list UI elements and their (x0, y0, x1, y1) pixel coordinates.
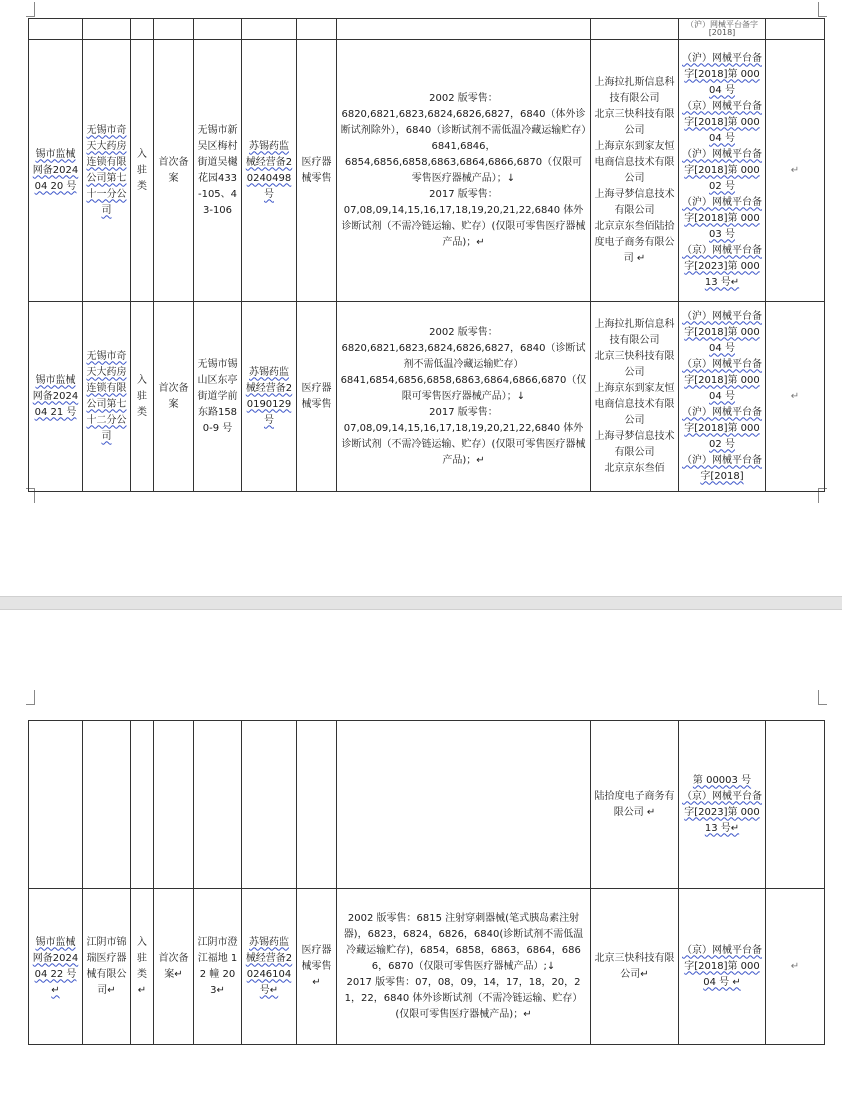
scope-2002-codes-cont: 6841,6854,6856,6858,6863,6864,6866,6870（仅限可零售医疗器械产品）；↓ (340, 374, 587, 402)
platform-item: 北京三快科技有限公司 (594, 350, 675, 378)
platform-item: 北京三快科技有限公司 (594, 108, 675, 136)
platform-licenses: （京）网械平台备字[2018]第 00004 号 ↵ (679, 889, 766, 1045)
crop-mark (26, 690, 35, 705)
scope-2017-heading: 2017 版零售： (429, 406, 498, 418)
scope-2002-codes: 6820,6821,6823,6824,6826,6827，6840（诊断试剂不需低温冷藏运输贮存） (341, 342, 586, 370)
platform-item: 北京京东叁佰 (604, 462, 665, 474)
scope-2017: 2017 版零售：07，08，09，14，17，18，20，21，22，6840 体外诊断试剂（不需冷链运输、贮存）(仅限可零售医疗器械产品)；↵ (344, 976, 583, 1020)
platform-license-item: （沪）网械平台备字[2018]第 00003 号 (682, 196, 762, 240)
business-scope (337, 302, 591, 492)
platform-license-item: （京）网械平台备字[2018]第 00004 号 (682, 358, 762, 402)
platform-names (591, 40, 679, 302)
scope-2002-codes-cont: 6854,6856,6858,6863,6864,6866,6870（仅限可零售医疗器械产品）；↓ (344, 156, 583, 184)
scope-2017-codes: 07,08,09,14,15,16,17,18,19,20,21,22,6840 体外诊断试剂（不需冷链运输、贮存）(仅限可零售医疗器械产品)；↵ (341, 204, 586, 248)
category: 入驻类 (131, 302, 154, 492)
table-row (29, 889, 825, 1045)
business-scope (337, 889, 591, 1045)
platform-item: 上海拉扎斯信息科技有限公司 (594, 318, 675, 346)
table-row (29, 302, 825, 492)
license-number: 苏锡药监械经营备20240498 号 (242, 40, 297, 302)
table-row (29, 40, 825, 302)
business-scope (337, 40, 591, 302)
company-name: 无锡市奇天大药房连锁有限公司第七十一分公司 (83, 40, 131, 302)
category: 入驻类↵ (131, 889, 154, 1045)
address: 江阴市澄江福地 12 幢 203↵ (194, 889, 242, 1045)
platform-item: 上海京东到家友恒电商信息技术有限公司 (594, 140, 675, 184)
company-name: 江阴市锦瑞医疗器械有限公司↵ (83, 889, 131, 1045)
scope-2002-heading: 2002 版零售： (429, 92, 498, 104)
filing-table-page1 (28, 18, 825, 492)
platform-item: 上海京东到家友恒电商信息技术有限公司 (594, 382, 675, 426)
business-type: 医疗器械零售↵ (297, 889, 337, 1045)
company-name: 无锡市奇天大药房连锁有限公司第七十二分公司 (83, 302, 131, 492)
filing-table-page2 (28, 720, 825, 1045)
platform-license-item: （沪）网械平台备字[2018] (682, 454, 762, 482)
address: 无锡市锡山区东亭街道学前东路1580-9 号 (194, 302, 242, 492)
crop-mark (26, 2, 35, 17)
scope-2002-heading: 2002 版零售： (429, 326, 498, 338)
business-type: 医疗器械零售 (297, 40, 337, 302)
license-number: 苏锡药监械经营备20246104 号↵ (242, 889, 297, 1045)
platform-licenses (679, 302, 766, 492)
license-number: 苏锡药监械经营备20190129 号 (242, 302, 297, 492)
page-separator (0, 596, 842, 610)
platform-item: 上海寻梦信息技术有限公司 (594, 430, 675, 458)
filing-type: 首次备案↵ (154, 889, 194, 1045)
platform-licenses-continued: 第 00003 号（京）网械平台备字[2023]第 00013 号↵ (679, 721, 766, 889)
registration-number: 锡市监械网备202404 20 号 (29, 40, 83, 302)
remark: ↵ (766, 40, 825, 302)
category: 入驻类 (131, 40, 154, 302)
platform-license-item: （沪）网械平台备字[2018]第 00002 号 (682, 148, 762, 192)
platform-names (591, 302, 679, 492)
address: 无锡市新吴区梅村街道吴樾花园433-105、43-106 (194, 40, 242, 302)
registration-number: 锡市监械网备202404 21 号 (29, 302, 83, 492)
scope-2002-codes: 6820,6821,6823,6824,6826,6827，6840（体外诊断试剂除外），6840（诊断试剂不需低温冷藏运输贮存）6841,6846， (340, 108, 587, 152)
platform-names-continued: 陆拾度电子商务有限公司 ↵ (591, 721, 679, 889)
scope-2017-heading: 2017 版零售： (429, 188, 498, 200)
scope-2002: 2002 版零售：6815 注射穿刺器械(笔式胰岛素注射器)，6823，6824，6826，6840(诊断试剂不需低温冷藏运输贮存)，6854，6858，6863，6864，6866，6870（仅限可零售医疗器械产品）;↓ (343, 912, 584, 972)
platform-license-item: （沪）网械平台备字[2018]第 00002 号 (682, 406, 762, 450)
platform-item: 上海寻梦信息技术有限公司 (594, 188, 675, 216)
table-row-fragment (29, 19, 825, 40)
scope-2017-codes: 07,08,09,14,15,16,17,18,19,20,21,22,6840 体外诊断试剂（不需冷链运输、贮存）(仅限可零售医疗器械产品)；↵ (341, 422, 586, 466)
table-row-continuation (29, 721, 825, 889)
crop-mark (818, 690, 827, 705)
business-type: 医疗器械零售 (297, 302, 337, 492)
crop-mark (818, 2, 827, 17)
filing-type: 首次备案 (154, 302, 194, 492)
remark: ↵ (766, 302, 825, 492)
platform-license-item: （京）网械平台备字[2023]第 00013 号↵ (682, 244, 762, 288)
platform-item: 上海拉扎斯信息科技有限公司 (594, 76, 675, 104)
platform-licenses (679, 40, 766, 302)
platform-license-fragment: （沪）网械平台备字[2018] (679, 19, 766, 40)
platform-item: 北京京东叁佰陆拾度电子商务有限公司 ↵ (594, 220, 675, 264)
platform-license-item: （沪）网械平台备字[2018]第 00004 号 (682, 52, 762, 96)
platform-license-item: （沪）网械平台备字[2018]第 00004 号 (682, 310, 762, 354)
registration-number: 锡市监械网备202404 22 号↵ (29, 889, 83, 1045)
platform-names: 北京三快科技有限公司↵ (591, 889, 679, 1045)
platform-license-item: （京）网械平台备字[2018]第 00004 号 (682, 100, 762, 144)
filing-type: 首次备案 (154, 40, 194, 302)
remark: ↵ (766, 889, 825, 1045)
